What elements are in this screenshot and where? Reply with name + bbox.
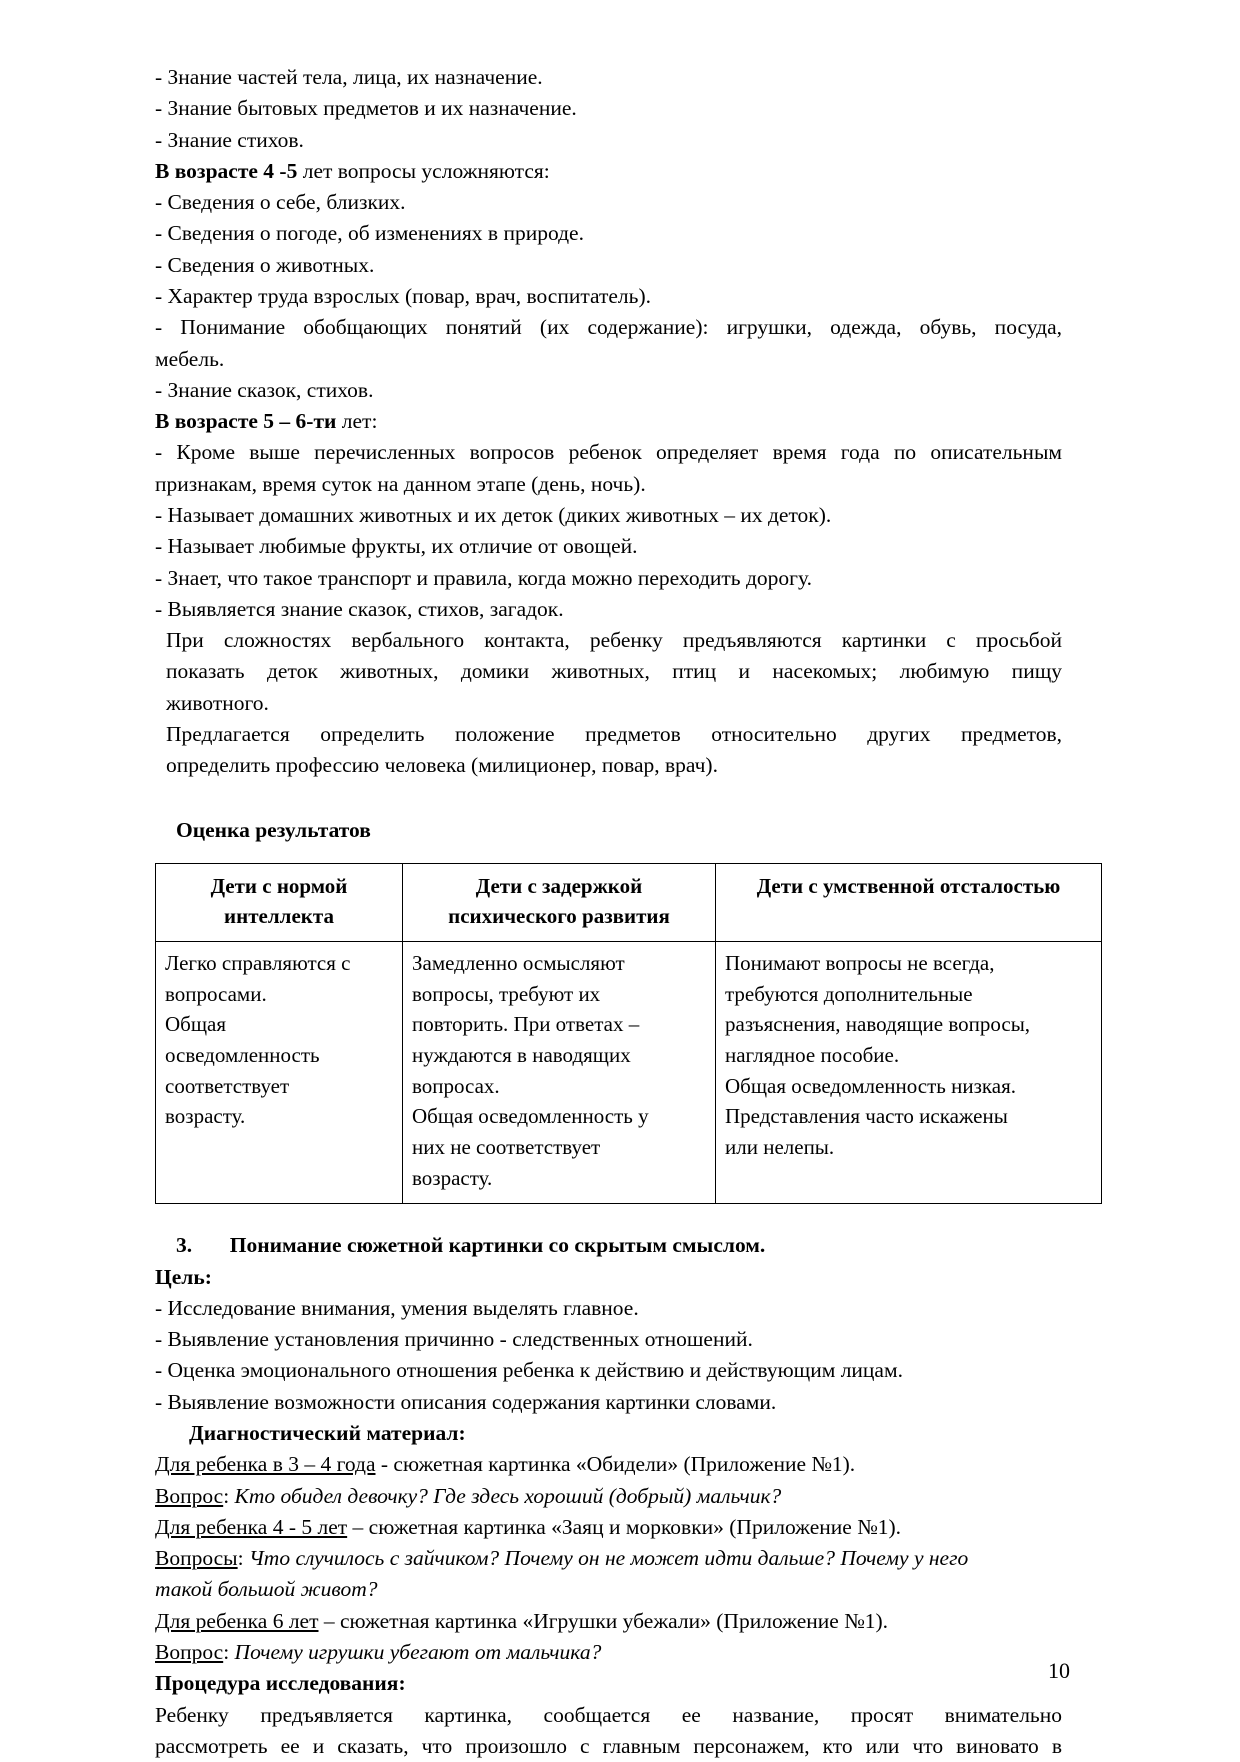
material-item-6-colon: : [223, 1639, 235, 1664]
document-body [155, 62, 1062, 1762]
table-cell-delay-line5: вопросах. [412, 1073, 500, 1098]
table-header-norm-line2: интеллекта [224, 904, 334, 929]
age-4-5-item-1: - Сведения о себе, близких. [155, 190, 406, 215]
goal-item-4: - Выявление возможности описания содержания картинки словами. [155, 1389, 777, 1414]
table-row [156, 942, 1102, 1204]
procedure-paragraph [155, 1700, 1062, 1762]
material-item-2-colon: : [223, 1483, 235, 1508]
section-3-title: Понимание сюжетной картинки со скрытым смыслом. [229, 1233, 766, 1258]
page-number: 10 [1048, 1658, 1070, 1683]
age-4-5-item-generalization [155, 312, 1062, 375]
procedure-label-text: Процедура исследования: [155, 1671, 406, 1696]
age-5-6-item-2: - Называет любимые фрукты, их отличие от овощей. [155, 534, 638, 559]
table-header-retardation [716, 863, 1102, 941]
procedure-label [155, 1668, 1062, 1699]
age-5-6-item-1: - Называет домашних животных и их деток (диких животных – их деток). [155, 502, 832, 527]
age-4-5-item-generalization-line1: - Понимание обобщающих понятий (их содержание): игрушки, одежда, обувь, посуда, [155, 315, 1062, 340]
table-header-delay [403, 863, 716, 941]
table-cell-delay-line6: Общая осведомленность у [412, 1104, 649, 1129]
table-cell-norm-line2: вопросами. [165, 981, 267, 1006]
age-5-6-item-3: - Знает, что такое транспорт и правила, когда можно переходить дорогу. [155, 565, 812, 590]
material-item-5 [155, 1606, 1062, 1637]
age-4-5-heading-bold: В возрасте 4 -5 [155, 158, 298, 183]
table-header-retardation-line1: Дети с умственной отсталостью [756, 873, 1061, 898]
material-item-1 [155, 1449, 1062, 1480]
section-3-number: 3. [176, 1233, 193, 1258]
material-item-4-colon: : [237, 1546, 249, 1571]
material-label-text: Диагностический материал: [189, 1421, 466, 1445]
age-5-6-heading [155, 406, 1062, 437]
material-item-5-label: Для ребенка 6 лет [155, 1608, 319, 1633]
section-3-heading [155, 1230, 1062, 1261]
table-header-norm-line1: Дети с нормой [210, 873, 348, 898]
paragraph-pictures-line2: показать деток животных, домики животных, птиц и насекомых; любимую пищу [166, 659, 1062, 684]
table-cell-norm-line1: Легко справляются с [165, 951, 351, 976]
goal-label [155, 1262, 1062, 1293]
material-item-2 [155, 1481, 1062, 1512]
material-item-6-question: Почему игрушки убегают от мальчика? [234, 1639, 602, 1664]
material-item-4-label: Вопросы [155, 1546, 238, 1571]
table-cell-retardation-line6: Представления часто искажены [725, 1104, 1008, 1129]
age-5-6-item-4: - Выявляется знание сказок, стихов, загадок. [155, 596, 564, 621]
table-cell-retardation-line2: требуются дополнительные [725, 981, 973, 1006]
age-4-5-item-last: - Знание сказок, стихов. [155, 377, 374, 402]
table-cell-norm-line4: осведомленность [165, 1043, 320, 1068]
goal-label-text: Цель: [155, 1264, 212, 1289]
paragraph-position-line1: Предлагается определить положение предметов относительно других предметов, [166, 721, 1062, 746]
table-cell-norm-line3: Общая [165, 1012, 227, 1037]
goal-item-1: - Исследование внимания, умения выделять главное. [155, 1295, 639, 1320]
procedure-line2: рассмотреть ее и сказать, что произошло с главным персонажем, кто или что виновато в [155, 1733, 1062, 1758]
table-cell-delay-line2: вопросы, требуют их [412, 981, 601, 1006]
table-cell-retardation-line1: Понимают вопросы не всегда, [725, 951, 995, 976]
table-header-delay-line2: психического развития [448, 904, 670, 929]
results-table-head [156, 863, 1102, 941]
table-cell-retardation-line3: разъяснения, наводящие вопросы, [725, 1012, 1031, 1037]
paragraph-position [155, 719, 1062, 782]
procedure-line1: Ребенку предъявляется картинка, сообщается ее название, просят внимательно [155, 1702, 1062, 1727]
material-item-2-question: Кто обидел девочку? Где здесь хороший (добрый) мальчик? [234, 1483, 782, 1508]
age-4-5-item-2: - Сведения о погоде, об изменениях в природе. [155, 221, 584, 246]
table-cell-norm-line5: соответствует [165, 1073, 290, 1098]
table-header-row [156, 863, 1102, 941]
material-item-1-label: Для ребенка в 3 – 4 года [155, 1452, 376, 1477]
table-header-delay-line1: Дети с задержкой [475, 873, 643, 898]
goal-item-2: - Выявление установления причинно - следственных отношений. [155, 1327, 753, 1352]
material-label [155, 1418, 1062, 1449]
table-cell-retardation-line5: Общая осведомленность низкая. [725, 1073, 1017, 1098]
age-5-6-heading-bold: В возрасте 5 – 6-ти [155, 409, 337, 434]
age-5-6-item-seasons-line1: - Кроме выше перечисленных вопросов ребенок определяет время года по описательным [155, 440, 1062, 465]
age-4-5-item-4: - Характер труда взрослых (повар, врач, воспитатель). [155, 283, 651, 308]
paragraph-pictures [155, 625, 1062, 719]
material-item-4-continuation [155, 1574, 1062, 1605]
table-header-norm [156, 863, 403, 941]
results-table-wrapper [155, 863, 1062, 1205]
intro-bullet-1: - Знание частей тела, лица, их назначение. [155, 65, 543, 89]
material-item-4-question-line1: Что случилось с зайчиком? Почему он не может идти дальше? Почему у него [248, 1546, 969, 1571]
goal-item-3: - Оценка эмоционального отношения ребенка к действию и действующим лицам. [155, 1358, 903, 1383]
table-cell-delay-line4: нуждаются в наводящих [412, 1043, 631, 1068]
intro-bullet-3: - Знание стихов. [155, 127, 304, 152]
table-cell-delay [403, 942, 716, 1204]
age-5-6-item-seasons [155, 437, 1062, 500]
paragraph-pictures-line3: животного. [166, 690, 269, 715]
intro-bullet-2: - Знание бытовых предметов и их назначение. [155, 96, 577, 121]
material-item-1-text: - сюжетная картинка «Обидели» (Приложение №1). [375, 1452, 856, 1477]
table-cell-retardation-line4: наглядное пособие. [725, 1043, 900, 1068]
age-4-5-heading [155, 156, 1062, 187]
table-cell-norm [156, 942, 403, 1204]
table-cell-retardation-line7: или нелепы. [725, 1135, 835, 1159]
material-item-5-text: – сюжетная картинка «Игрушки убежали» (Приложение №1). [318, 1608, 888, 1633]
age-4-5-item-3: - Сведения о животных. [155, 252, 375, 277]
age-5-6-item-seasons-line2: признакам, время суток на данном этапе (день, ночь). [155, 471, 646, 496]
evaluation-heading: Оценка результатов [176, 818, 371, 843]
table-cell-delay-line3: повторить. При ответах – [412, 1012, 640, 1037]
material-item-4-question-line2: такой большой живот? [155, 1577, 378, 1602]
material-item-3-label: Для ребенка 4 - 5 лет [155, 1514, 348, 1539]
results-table [155, 863, 1102, 1205]
material-item-6-label: Вопрос [155, 1639, 224, 1664]
paragraph-position-line2: определить профессию человека (милиционер, повар, врач). [166, 753, 718, 778]
table-cell-retardation [716, 942, 1102, 1204]
paragraph-pictures-line1: При сложностях вербального контакта, ребенку предъявляются картинки с просьбой [166, 628, 1062, 653]
table-cell-delay-line8: возрасту. [412, 1165, 493, 1190]
age-5-6-heading-rest: лет: [336, 409, 378, 434]
material-item-3 [155, 1512, 1062, 1543]
table-cell-delay-line1: Замедленно осмысляют [412, 951, 625, 976]
material-item-4 [155, 1543, 1062, 1574]
results-table-body [156, 942, 1102, 1204]
material-item-6 [155, 1637, 1062, 1668]
table-cell-delay-line7: них не соответствует [412, 1135, 601, 1159]
material-item-2-label: Вопрос [155, 1483, 224, 1508]
table-cell-norm-line6: возрасту. [165, 1104, 246, 1129]
age-4-5-heading-rest: лет вопросы усложняются: [297, 158, 550, 183]
age-4-5-item-generalization-line2: мебель. [155, 346, 225, 371]
material-item-3-text: – сюжетная картинка «Заяц и морковки» (Приложение №1). [347, 1514, 902, 1539]
